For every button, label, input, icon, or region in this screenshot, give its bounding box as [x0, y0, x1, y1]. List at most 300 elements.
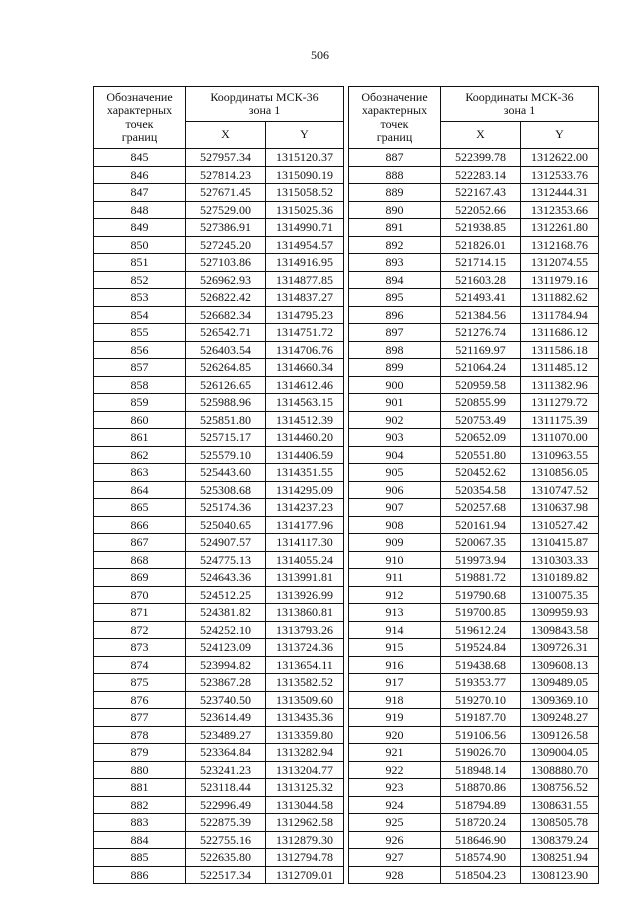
y-coordinate: 1312353.66	[521, 201, 599, 219]
x-coordinate: 520551.80	[441, 446, 521, 464]
table-row	[349, 726, 599, 744]
point-number: 886	[94, 866, 186, 884]
point-number: 890	[349, 201, 441, 219]
table-row	[349, 464, 599, 482]
x-coordinate: 523614.49	[186, 709, 266, 727]
y-coordinate: 1313282.94	[266, 744, 344, 762]
y-coordinate: 1309726.31	[521, 639, 599, 657]
table-row	[94, 831, 344, 849]
y-coordinate: 1314916.95	[266, 254, 344, 272]
table-row	[349, 341, 599, 359]
table-row	[94, 149, 344, 167]
y-coordinate: 1314406.59	[266, 446, 344, 464]
table-row	[94, 586, 344, 604]
table-row	[349, 376, 599, 394]
y-coordinate: 1314954.57	[266, 236, 344, 254]
point-header-line: границ	[376, 129, 413, 144]
point-number: 846	[94, 166, 186, 184]
table-row	[349, 744, 599, 762]
y-coordinate: 1310637.98	[521, 499, 599, 517]
table-row	[349, 674, 599, 692]
point-number: 858	[94, 376, 186, 394]
point-number: 902	[349, 411, 441, 429]
y-coordinate: 1314837.27	[266, 289, 344, 307]
point-number: 912	[349, 586, 441, 604]
x-coordinate: 522635.80	[186, 849, 266, 867]
point-number: 898	[349, 341, 441, 359]
y-coordinate: 1313359.80	[266, 726, 344, 744]
point-number: 896	[349, 306, 441, 324]
y-coordinate: 1314877.85	[266, 271, 344, 289]
x-coordinate: 525715.17	[186, 429, 266, 447]
table-row	[349, 166, 599, 184]
y-coordinate: 1312709.01	[266, 866, 344, 884]
x-coordinate: 519438.68	[441, 656, 521, 674]
y-coordinate: 1309959.93	[521, 604, 599, 622]
point-number: 868	[94, 551, 186, 569]
table-row	[349, 604, 599, 622]
y-coordinate: 1308631.55	[521, 796, 599, 814]
y-coordinate: 1311686.12	[521, 324, 599, 342]
point-number: 860	[94, 411, 186, 429]
y-coordinate: 1314990.71	[266, 219, 344, 237]
x-coordinate: 523241.23	[186, 761, 266, 779]
x-coordinate: 519700.85	[441, 604, 521, 622]
y-coordinate: 1313435.36	[266, 709, 344, 727]
table-row	[349, 289, 599, 307]
point-number: 927	[349, 849, 441, 867]
y-coordinate: 1314351.55	[266, 464, 344, 482]
y-coordinate: 1313044.58	[266, 796, 344, 814]
point-number: 889	[349, 184, 441, 202]
table-row	[349, 446, 599, 464]
x-coordinate: 525040.65	[186, 516, 266, 534]
y-coordinate: 1309369.10	[521, 691, 599, 709]
point-header-line: Обозначение	[106, 89, 173, 104]
x-coordinate: 520161.94	[441, 516, 521, 534]
point-number: 893	[349, 254, 441, 272]
table-row	[94, 569, 344, 587]
point-number: 892	[349, 236, 441, 254]
y-header: Y	[266, 122, 344, 149]
table-row	[349, 201, 599, 219]
table-row	[94, 324, 344, 342]
table-row	[94, 289, 344, 307]
point-number: 855	[94, 324, 186, 342]
y-coordinate: 1312074.55	[521, 254, 599, 272]
y-coordinate: 1311979.16	[521, 271, 599, 289]
point-number: 870	[94, 586, 186, 604]
point-number: 915	[349, 639, 441, 657]
x-coordinate: 525308.68	[186, 481, 266, 499]
table-row	[94, 691, 344, 709]
point-header-line: Обозначение	[361, 89, 428, 104]
x-coordinate: 520452.62	[441, 464, 521, 482]
table-row	[349, 359, 599, 377]
table-row	[94, 866, 344, 884]
y-coordinate: 1313991.81	[266, 569, 344, 587]
x-coordinate: 519790.68	[441, 586, 521, 604]
point-number: 888	[349, 166, 441, 184]
x-coordinate: 519270.10	[441, 691, 521, 709]
x-coordinate: 521064.24	[441, 359, 521, 377]
y-coordinate: 1311586.18	[521, 341, 599, 359]
table-row	[349, 691, 599, 709]
y-coordinate: 1313204.77	[266, 761, 344, 779]
y-coordinate: 1311485.12	[521, 359, 599, 377]
table-row	[94, 271, 344, 289]
y-coordinate: 1309489.05	[521, 674, 599, 692]
x-coordinate: 527103.86	[186, 254, 266, 272]
point-number: 921	[349, 744, 441, 762]
y-coordinate: 1315025.36	[266, 201, 344, 219]
point-number: 901	[349, 394, 441, 412]
y-coordinate: 1313926.99	[266, 586, 344, 604]
x-coordinate: 521603.28	[441, 271, 521, 289]
point-number: 895	[349, 289, 441, 307]
y-coordinate: 1314177.96	[266, 516, 344, 534]
point-number: 894	[349, 271, 441, 289]
y-coordinate: 1308756.52	[521, 779, 599, 797]
point-number: 853	[94, 289, 186, 307]
table-row	[94, 639, 344, 657]
point-number: 851	[94, 254, 186, 272]
x-coordinate: 527957.34	[186, 149, 266, 167]
table-row	[349, 866, 599, 884]
point-number: 866	[94, 516, 186, 534]
point-number: 849	[94, 219, 186, 237]
y-coordinate: 1310963.55	[521, 446, 599, 464]
point-number: 864	[94, 481, 186, 499]
x-coordinate: 524907.57	[186, 534, 266, 552]
table-row	[94, 359, 344, 377]
table-row	[94, 464, 344, 482]
point-number: 875	[94, 674, 186, 692]
x-coordinate: 520652.09	[441, 429, 521, 447]
table-row	[94, 814, 344, 832]
x-coordinate: 527386.91	[186, 219, 266, 237]
point-number: 905	[349, 464, 441, 482]
table-row	[94, 849, 344, 867]
x-coordinate: 526542.71	[186, 324, 266, 342]
point-number: 887	[349, 149, 441, 167]
point-number: 883	[94, 814, 186, 832]
point-number: 845	[94, 149, 186, 167]
coords-header-line: зона 1	[503, 103, 536, 117]
point-header-line: точек	[125, 116, 154, 131]
y-coordinate: 1309004.05	[521, 744, 599, 762]
x-coordinate: 522755.16	[186, 831, 266, 849]
table-row	[349, 394, 599, 412]
y-coordinate: 1309843.58	[521, 621, 599, 639]
table-row	[94, 621, 344, 639]
table-row	[349, 324, 599, 342]
x-coordinate: 525174.36	[186, 499, 266, 517]
x-coordinate: 523867.28	[186, 674, 266, 692]
x-coordinate: 525579.10	[186, 446, 266, 464]
y-coordinate: 1308123.90	[521, 866, 599, 884]
table-row	[94, 411, 344, 429]
x-coordinate: 522167.43	[441, 184, 521, 202]
x-coordinate: 518794.89	[441, 796, 521, 814]
y-coordinate: 1312879.30	[266, 831, 344, 849]
point-number: 908	[349, 516, 441, 534]
y-coordinate: 1311279.72	[521, 394, 599, 412]
table-row	[94, 166, 344, 184]
point-number: 872	[94, 621, 186, 639]
y-coordinate: 1309248.27	[521, 709, 599, 727]
table-row	[349, 184, 599, 202]
point-number: 856	[94, 341, 186, 359]
y-coordinate: 1314751.72	[266, 324, 344, 342]
x-coordinate: 524381.82	[186, 604, 266, 622]
point-number: 880	[94, 761, 186, 779]
x-coordinate: 521384.56	[441, 306, 521, 324]
table-row	[349, 219, 599, 237]
point-number: 891	[349, 219, 441, 237]
point-number: 865	[94, 499, 186, 517]
table-row	[349, 411, 599, 429]
x-coordinate: 526682.34	[186, 306, 266, 324]
x-coordinate: 521714.15	[441, 254, 521, 272]
table-row	[349, 586, 599, 604]
table-body	[94, 149, 344, 884]
point-number: 909	[349, 534, 441, 552]
point-number: 904	[349, 446, 441, 464]
point-number: 910	[349, 551, 441, 569]
coords-header-line: Координаты МСК-36	[465, 89, 574, 104]
table-row	[94, 534, 344, 552]
point-number: 911	[349, 569, 441, 587]
coords-header-line: Координаты МСК-36	[210, 89, 319, 104]
x-coordinate: 519524.84	[441, 639, 521, 657]
point-header-line: характерных	[106, 103, 173, 118]
y-coordinate: 1312962.58	[266, 814, 344, 832]
table-row	[94, 236, 344, 254]
point-number: 928	[349, 866, 441, 884]
point-number: 877	[94, 709, 186, 727]
table-row	[94, 709, 344, 727]
x-coordinate: 522052.66	[441, 201, 521, 219]
point-header-line: точек	[380, 116, 409, 131]
point-number: 914	[349, 621, 441, 639]
point-number: 863	[94, 464, 186, 482]
table-row	[349, 306, 599, 324]
y-coordinate: 1308505.78	[521, 814, 599, 832]
point-number: 884	[94, 831, 186, 849]
x-coordinate: 522283.14	[441, 166, 521, 184]
y-coordinate: 1311382.96	[521, 376, 599, 394]
x-coordinate: 521938.85	[441, 219, 521, 237]
table-row	[349, 149, 599, 167]
x-coordinate: 518870.86	[441, 779, 521, 797]
y-coordinate: 1308880.70	[521, 761, 599, 779]
table-row	[94, 394, 344, 412]
table-row	[94, 201, 344, 219]
y-coordinate: 1314055.24	[266, 551, 344, 569]
x-coordinate: 518948.14	[441, 761, 521, 779]
table-row	[349, 814, 599, 832]
point-number: 878	[94, 726, 186, 744]
table-row	[349, 621, 599, 639]
x-coordinate: 520257.68	[441, 499, 521, 517]
table-row	[349, 236, 599, 254]
x-coordinate: 519612.24	[441, 621, 521, 639]
point-number: 922	[349, 761, 441, 779]
y-coordinate: 1313793.26	[266, 621, 344, 639]
table-row	[349, 656, 599, 674]
x-coordinate: 523994.82	[186, 656, 266, 674]
x-coordinate: 521169.97	[441, 341, 521, 359]
y-coordinate: 1309608.13	[521, 656, 599, 674]
point-number: 917	[349, 674, 441, 692]
y-coordinate: 1314512.39	[266, 411, 344, 429]
point-number: 847	[94, 184, 186, 202]
table-row	[349, 761, 599, 779]
point-number: 920	[349, 726, 441, 744]
table-row	[94, 446, 344, 464]
table-row	[349, 499, 599, 517]
table-row	[349, 429, 599, 447]
y-coordinate: 1314660.34	[266, 359, 344, 377]
table-row	[94, 184, 344, 202]
point-number: 913	[349, 604, 441, 622]
y-coordinate: 1308379.24	[521, 831, 599, 849]
x-coordinate: 526264.85	[186, 359, 266, 377]
point-number: 885	[94, 849, 186, 867]
point-number: 918	[349, 691, 441, 709]
x-coordinate: 526962.93	[186, 271, 266, 289]
coords-header	[441, 87, 599, 122]
x-coordinate: 523118.44	[186, 779, 266, 797]
coords-header	[186, 87, 344, 122]
point-number: 859	[94, 394, 186, 412]
x-coordinate: 518504.23	[441, 866, 521, 884]
table-row	[349, 254, 599, 272]
x-coordinate: 519106.56	[441, 726, 521, 744]
point-number: 871	[94, 604, 186, 622]
y-coordinate: 1313654.11	[266, 656, 344, 674]
x-coordinate: 519973.94	[441, 551, 521, 569]
point-number: 919	[349, 709, 441, 727]
table-row	[94, 219, 344, 237]
x-coordinate: 527671.45	[186, 184, 266, 202]
y-coordinate: 1314237.23	[266, 499, 344, 517]
table-row	[94, 796, 344, 814]
y-coordinate: 1310747.52	[521, 481, 599, 499]
y-coordinate: 1313125.32	[266, 779, 344, 797]
x-coordinate: 523364.84	[186, 744, 266, 762]
table-row	[94, 481, 344, 499]
table-row	[94, 656, 344, 674]
x-coordinate: 525988.96	[186, 394, 266, 412]
table-row	[349, 569, 599, 587]
x-coordinate: 525443.60	[186, 464, 266, 482]
y-coordinate: 1312444.31	[521, 184, 599, 202]
table-row	[94, 499, 344, 517]
y-coordinate: 1312168.76	[521, 236, 599, 254]
point-number: 850	[94, 236, 186, 254]
x-coordinate: 519881.72	[441, 569, 521, 587]
x-coordinate: 524123.09	[186, 639, 266, 657]
point-number: 879	[94, 744, 186, 762]
point-number: 925	[349, 814, 441, 832]
x-header: X	[186, 122, 266, 149]
point-header	[349, 87, 441, 149]
y-coordinate: 1314706.76	[266, 341, 344, 359]
point-number: 926	[349, 831, 441, 849]
x-coordinate: 527245.20	[186, 236, 266, 254]
y-coordinate: 1314563.15	[266, 394, 344, 412]
x-coordinate: 523489.27	[186, 726, 266, 744]
x-coordinate: 524512.25	[186, 586, 266, 604]
point-number: 916	[349, 656, 441, 674]
point-number: 867	[94, 534, 186, 552]
point-number: 869	[94, 569, 186, 587]
y-coordinate: 1310415.87	[521, 534, 599, 552]
table-row	[94, 341, 344, 359]
x-coordinate: 520959.58	[441, 376, 521, 394]
y-coordinate: 1315120.37	[266, 149, 344, 167]
y-coordinate: 1315090.19	[266, 166, 344, 184]
y-coordinate: 1315058.52	[266, 184, 344, 202]
table-row	[94, 254, 344, 272]
y-coordinate: 1310075.35	[521, 586, 599, 604]
point-number: 848	[94, 201, 186, 219]
table-row	[349, 551, 599, 569]
y-coordinate: 1313724.36	[266, 639, 344, 657]
table-row	[349, 481, 599, 499]
x-coordinate: 524775.13	[186, 551, 266, 569]
x-coordinate: 519026.70	[441, 744, 521, 762]
y-coordinate: 1313582.52	[266, 674, 344, 692]
y-coordinate: 1312533.76	[521, 166, 599, 184]
y-coordinate: 1314795.23	[266, 306, 344, 324]
y-coordinate: 1312794.78	[266, 849, 344, 867]
point-number: 897	[349, 324, 441, 342]
y-coordinate: 1314460.20	[266, 429, 344, 447]
x-coordinate: 518574.90	[441, 849, 521, 867]
y-coordinate: 1314295.09	[266, 481, 344, 499]
table-row	[94, 306, 344, 324]
point-number: 862	[94, 446, 186, 464]
table-row	[349, 849, 599, 867]
x-coordinate: 522875.39	[186, 814, 266, 832]
table-row	[94, 726, 344, 744]
point-number: 906	[349, 481, 441, 499]
y-coordinate: 1314117.30	[266, 534, 344, 552]
y-header: Y	[521, 122, 599, 149]
x-coordinate: 521826.01	[441, 236, 521, 254]
y-coordinate: 1314612.46	[266, 376, 344, 394]
y-coordinate: 1312622.00	[521, 149, 599, 167]
coords-header-line: зона 1	[248, 103, 281, 117]
y-coordinate: 1311784.94	[521, 306, 599, 324]
x-coordinate: 522517.34	[186, 866, 266, 884]
x-coordinate: 524252.10	[186, 621, 266, 639]
y-coordinate: 1313509.60	[266, 691, 344, 709]
y-coordinate: 1309126.58	[521, 726, 599, 744]
table-row	[94, 779, 344, 797]
y-coordinate: 1310303.33	[521, 551, 599, 569]
x-coordinate: 518646.90	[441, 831, 521, 849]
table-row	[94, 674, 344, 692]
point-header-line: характерных	[361, 103, 428, 118]
page-number: 506	[311, 48, 329, 62]
x-coordinate: 523740.50	[186, 691, 266, 709]
table-row	[349, 516, 599, 534]
point-number: 924	[349, 796, 441, 814]
